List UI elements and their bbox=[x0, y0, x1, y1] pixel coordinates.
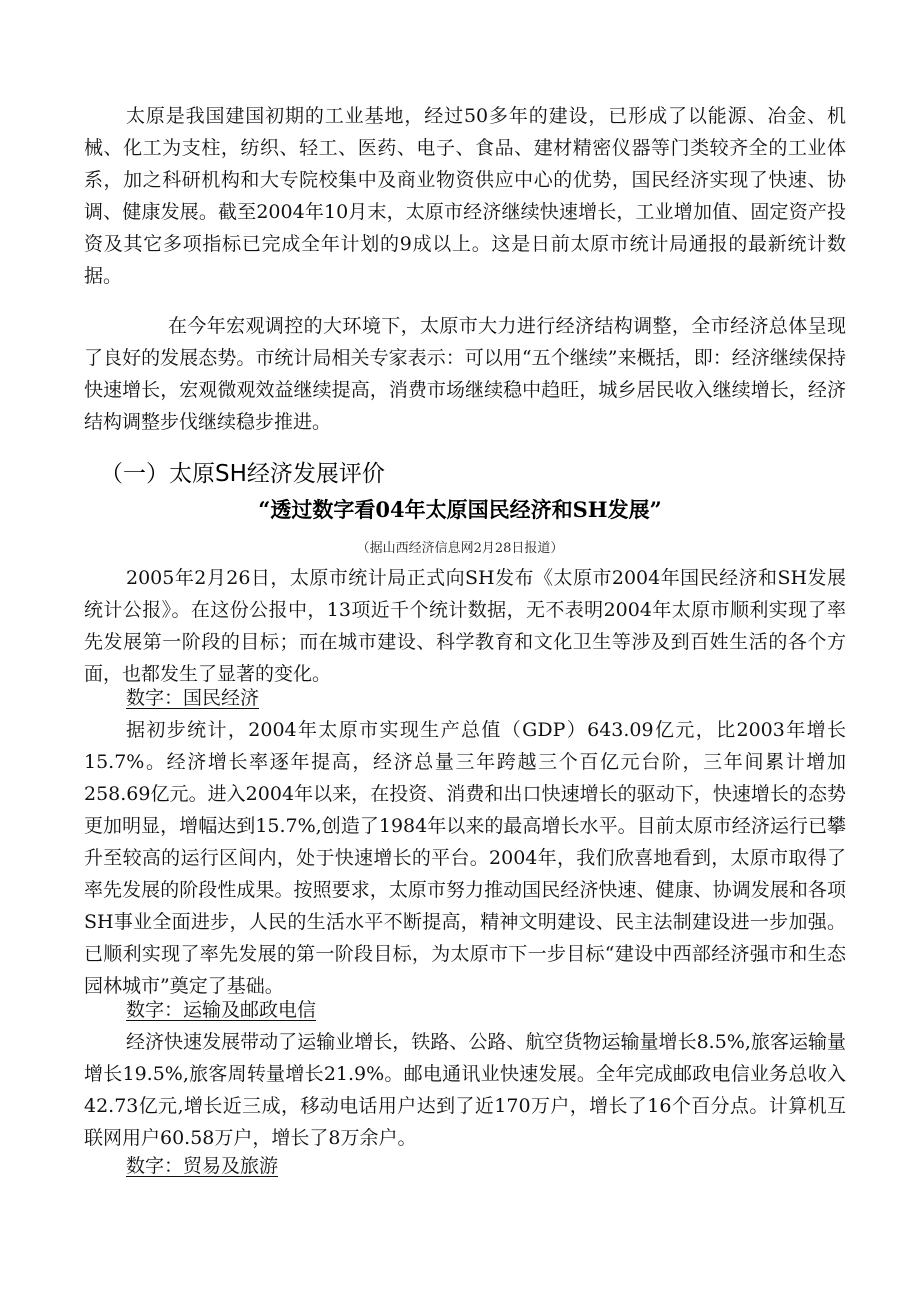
subheading-national-economy: 数字：国民经济 bbox=[126, 687, 260, 709]
national-economy-paragraph: 据初步统计，2004年太原市实现生产总值（GDP）643.09亿元，比2003年增长15.7%。经济增长率逐年提高，经济总量三年跨越三个百亿元台阶，三年间累计增加258.69亿元。进入2004年以来，在投资、消费和出口快速增长的驱动下，快速增长的态势更加明显，增幅达到15.7%,创造了1984年以来的最高增长水平。目前太原市经济运行已攀升至较高的运行区间内，处于快速增长的平台。2004年，我们欣喜地看到，太原市取得了率先发展的阶段性成果。按照要求，太原市努力推动国民经济快速、健康、协调发展和各项SH事业全面进步，人民的生活水平不断提高，精神文明建设、民主法制建设进一步加强。已顺利实现了率先发展的第一阶段目标，为太原市下一步目标“建设中西部经济强市和生态园林城市”奠定了基础。 bbox=[84, 719, 846, 997]
subheading-transport-telecom: 数字：运输及邮政电信 bbox=[126, 999, 317, 1021]
article-title: “透过数字看04年太原国民经济和SH发展” bbox=[258, 497, 662, 522]
section-heading: （一）太原SH经济发展评价 bbox=[100, 461, 385, 487]
article-lead-paragraph: 2005年2月26日，太原市统计局正式向SH发布《太原市2004年国民经济和SH发展统计公报》。在这份公报中，13项近千个统计数据，无不表明2004年太原市顺利实现了率先发展第一阶段的目标；而在城市建设、科学教育和文化卫生等涉及到百姓生活的各个方面，也都发生了显著的变化。 bbox=[84, 567, 846, 685]
intro-paragraph-2: 在今年宏观调控的大环境下，太原市大力进行经济结构调整，全市经济总体呈现了良好的发展态势。市统计局相关专家表示：可以用“五个继续”来概括，即：经济继续保持快速增长，宏观微观效益继续提高，消费市场继续稳中趋旺，城乡居民收入继续增长，经济结构调整步伐继续稳步推进。 bbox=[84, 315, 846, 433]
article-source: （据山西经济信息网2月28日报道） bbox=[356, 541, 564, 556]
intro-paragraph-1: 太原是我国建国初期的工业基地，经过50多年的建设，已形成了以能源、冶金、机械、化工为支柱，纺织、轻工、医药、电子、食品、建材精密仪器等门类较齐全的工业体系，加之科研机构和大专院校集中及商业物资供应中心的优势，国民经济实现了快速、协调、健康发展。截至2004年10月末，太原市经济继续快速增长，工业增加值、固定资产投资及其它多项指标已完成全年计划的9成以上。这是日前太原市统计局通报的最新统计数据。 bbox=[84, 105, 846, 287]
transport-telecom-paragraph: 经济快速发展带动了运输业增长，铁路、公路、航空货物运输量增长8.5%,旅客运输量增长19.5%,旅客周转量增长21.9%。邮电通讯业快速发展。全年完成邮政电信业务总收入42.73亿元,增长近三成，移动电话用户达到了近170万户，增长了16个百分点。计算机互联网用户60.58万户，增长了8万余户。 bbox=[84, 1031, 846, 1149]
subheading-trade-tourism: 数字：贸易及旅游 bbox=[126, 1155, 279, 1177]
